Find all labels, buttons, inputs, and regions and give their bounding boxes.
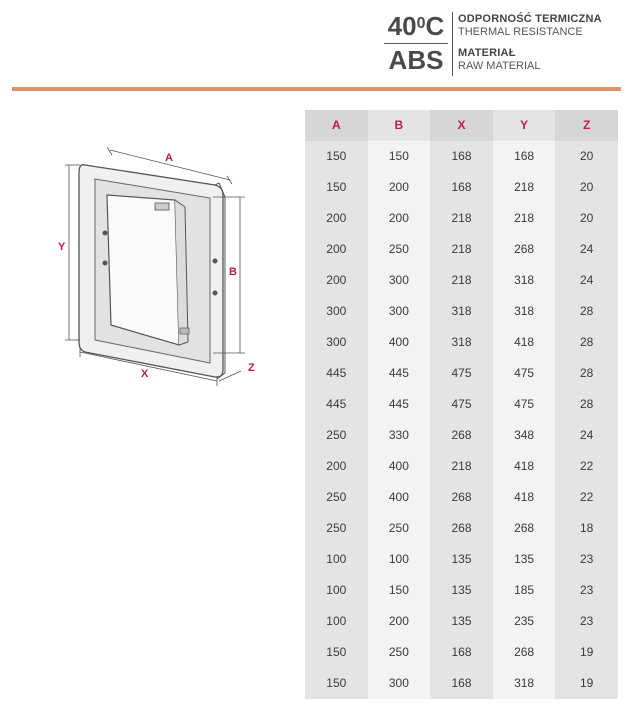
table-cell-b: 445 bbox=[368, 358, 431, 389]
table-cell-x: 475 bbox=[430, 358, 493, 389]
table-cell-z: 28 bbox=[555, 358, 618, 389]
thermal-resistance-row bbox=[382, 10, 632, 42]
table-cell-x: 218 bbox=[430, 203, 493, 234]
table-cell-x: 268 bbox=[430, 482, 493, 513]
column-header-x: X bbox=[430, 110, 493, 141]
column-header-b: B bbox=[368, 110, 431, 141]
table-cell-x: 135 bbox=[430, 544, 493, 575]
table-cell-x: 168 bbox=[430, 668, 493, 699]
table-cell-y: 268 bbox=[493, 513, 556, 544]
access-panel-drawing bbox=[55, 145, 270, 395]
table-cell-b: 200 bbox=[368, 606, 431, 637]
table-cell-x: 218 bbox=[430, 234, 493, 265]
door-panel bbox=[107, 195, 179, 345]
bottom-latch bbox=[180, 328, 189, 334]
material-label: MATERIAŁ bbox=[458, 47, 516, 59]
table-cell-x: 318 bbox=[430, 327, 493, 358]
table-cell-z: 28 bbox=[555, 296, 618, 327]
table-row bbox=[305, 389, 618, 420]
dimension-y-label: Y bbox=[58, 241, 66, 253]
table-cell-y: 418 bbox=[493, 482, 556, 513]
table-cell-y: 168 bbox=[493, 141, 556, 172]
table-cell-b: 200 bbox=[368, 203, 431, 234]
table-row bbox=[305, 327, 618, 358]
table-row bbox=[305, 544, 618, 575]
table-cell-x: 135 bbox=[430, 606, 493, 637]
table-cell-x: 268 bbox=[430, 513, 493, 544]
table-cell-b: 150 bbox=[368, 141, 431, 172]
table-cell-z: 24 bbox=[555, 234, 618, 265]
table-cell-a: 100 bbox=[305, 575, 368, 606]
table-row bbox=[305, 265, 618, 296]
table-cell-b: 445 bbox=[368, 389, 431, 420]
table-cell-z: 23 bbox=[555, 575, 618, 606]
table-row bbox=[305, 451, 618, 482]
hinge-right-bottom bbox=[213, 291, 218, 296]
table-row bbox=[305, 575, 618, 606]
table-row bbox=[305, 420, 618, 451]
table-cell-b: 330 bbox=[368, 420, 431, 451]
table-row bbox=[305, 141, 618, 172]
column-header-y: Y bbox=[493, 110, 556, 141]
table-cell-a: 200 bbox=[305, 234, 368, 265]
material-value: ABS bbox=[388, 45, 444, 75]
accent-divider bbox=[12, 87, 621, 91]
spec-block bbox=[382, 10, 632, 76]
table-row bbox=[305, 172, 618, 203]
hinge-bottom bbox=[103, 261, 108, 266]
table-cell-z: 20 bbox=[555, 172, 618, 203]
column-header-a: A bbox=[305, 110, 368, 141]
table-row bbox=[305, 668, 618, 699]
table-cell-y: 185 bbox=[493, 575, 556, 606]
table-cell-a: 150 bbox=[305, 141, 368, 172]
table-cell-x: 168 bbox=[430, 141, 493, 172]
table-cell-y: 418 bbox=[493, 451, 556, 482]
table-cell-b: 300 bbox=[368, 296, 431, 327]
table-cell-z: 18 bbox=[555, 513, 618, 544]
table-cell-y: 318 bbox=[493, 668, 556, 699]
table-cell-a: 250 bbox=[305, 513, 368, 544]
table-cell-y: 348 bbox=[493, 420, 556, 451]
table-cell-y: 475 bbox=[493, 358, 556, 389]
table-cell-a: 150 bbox=[305, 668, 368, 699]
table-cell-x: 135 bbox=[430, 575, 493, 606]
table-row bbox=[305, 482, 618, 513]
table-cell-a: 250 bbox=[305, 482, 368, 513]
table-row bbox=[305, 296, 618, 327]
hinge-top bbox=[103, 231, 108, 236]
table-cell-b: 250 bbox=[368, 637, 431, 668]
table-cell-a: 200 bbox=[305, 451, 368, 482]
table-cell-a: 150 bbox=[305, 172, 368, 203]
dimension-x-label: X bbox=[141, 368, 149, 380]
table-row bbox=[305, 513, 618, 544]
material-row bbox=[382, 44, 632, 76]
table-cell-b: 150 bbox=[368, 575, 431, 606]
table-cell-y: 475 bbox=[493, 389, 556, 420]
dimension-z-label: Z bbox=[248, 362, 255, 374]
table-cell-z: 20 bbox=[555, 141, 618, 172]
table-cell-b: 250 bbox=[368, 234, 431, 265]
table-cell-a: 100 bbox=[305, 606, 368, 637]
table-cell-x: 318 bbox=[430, 296, 493, 327]
table-cell-b: 200 bbox=[368, 172, 431, 203]
table-cell-b: 300 bbox=[368, 668, 431, 699]
hinge-right-top bbox=[213, 259, 218, 264]
table-cell-a: 300 bbox=[305, 327, 368, 358]
table-cell-z: 20 bbox=[555, 203, 618, 234]
table-cell-y: 268 bbox=[493, 234, 556, 265]
table-cell-b: 250 bbox=[368, 513, 431, 544]
table-cell-a: 100 bbox=[305, 544, 368, 575]
table-cell-z: 24 bbox=[555, 265, 618, 296]
table-cell-z: 23 bbox=[555, 544, 618, 575]
dimension-a-label: A bbox=[165, 152, 173, 164]
latch bbox=[155, 203, 169, 210]
table-cell-b: 400 bbox=[368, 327, 431, 358]
table-cell-a: 300 bbox=[305, 296, 368, 327]
table-cell-z: 19 bbox=[555, 637, 618, 668]
table-row bbox=[305, 358, 618, 389]
table-cell-y: 418 bbox=[493, 327, 556, 358]
table-row bbox=[305, 637, 618, 668]
table-cell-z: 28 bbox=[555, 327, 618, 358]
table-cell-z: 22 bbox=[555, 451, 618, 482]
table-cell-x: 475 bbox=[430, 389, 493, 420]
table-cell-y: 318 bbox=[493, 296, 556, 327]
table-cell-z: 24 bbox=[555, 420, 618, 451]
table-cell-b: 400 bbox=[368, 482, 431, 513]
table-row bbox=[305, 234, 618, 265]
table-header-row bbox=[305, 110, 618, 141]
temperature-value: $40^0C$ bbox=[387, 11, 445, 41]
table-cell-y: 135 bbox=[493, 544, 556, 575]
table-cell-z: 19 bbox=[555, 668, 618, 699]
access-panel-illustration bbox=[55, 145, 270, 395]
column-header-z: Z bbox=[555, 110, 618, 141]
table-cell-z: 22 bbox=[555, 482, 618, 513]
thermal-resistance-label-en: THERMAL RESISTANCE bbox=[458, 26, 583, 38]
material-label-en: RAW MATERIAL bbox=[458, 60, 541, 72]
table-cell-b: 100 bbox=[368, 544, 431, 575]
table-cell-y: 235 bbox=[493, 606, 556, 637]
table-cell-y: 318 bbox=[493, 265, 556, 296]
table-row bbox=[305, 606, 618, 637]
table-cell-z: 28 bbox=[555, 389, 618, 420]
table-cell-a: 250 bbox=[305, 420, 368, 451]
table-cell-z: 23 bbox=[555, 606, 618, 637]
table-row bbox=[305, 203, 618, 234]
table-cell-a: 150 bbox=[305, 637, 368, 668]
table-cell-a: 200 bbox=[305, 265, 368, 296]
table-cell-x: 168 bbox=[430, 172, 493, 203]
table-cell-y: 268 bbox=[493, 637, 556, 668]
thermal-resistance-label: ODPORNOŚĆ TERMICZNA bbox=[458, 13, 602, 25]
table-cell-y: 218 bbox=[493, 203, 556, 234]
table-cell-x: 168 bbox=[430, 637, 493, 668]
table-cell-x: 218 bbox=[430, 451, 493, 482]
dimensions-table bbox=[305, 110, 618, 699]
table-cell-a: 200 bbox=[305, 203, 368, 234]
table-cell-y: 218 bbox=[493, 172, 556, 203]
table-cell-a: 445 bbox=[305, 358, 368, 389]
table-cell-b: 300 bbox=[368, 265, 431, 296]
table-cell-b: 400 bbox=[368, 451, 431, 482]
table-cell-a: 445 bbox=[305, 389, 368, 420]
dimension-b-label: B bbox=[229, 266, 237, 278]
table-cell-x: 218 bbox=[430, 265, 493, 296]
table-cell-x: 268 bbox=[430, 420, 493, 451]
